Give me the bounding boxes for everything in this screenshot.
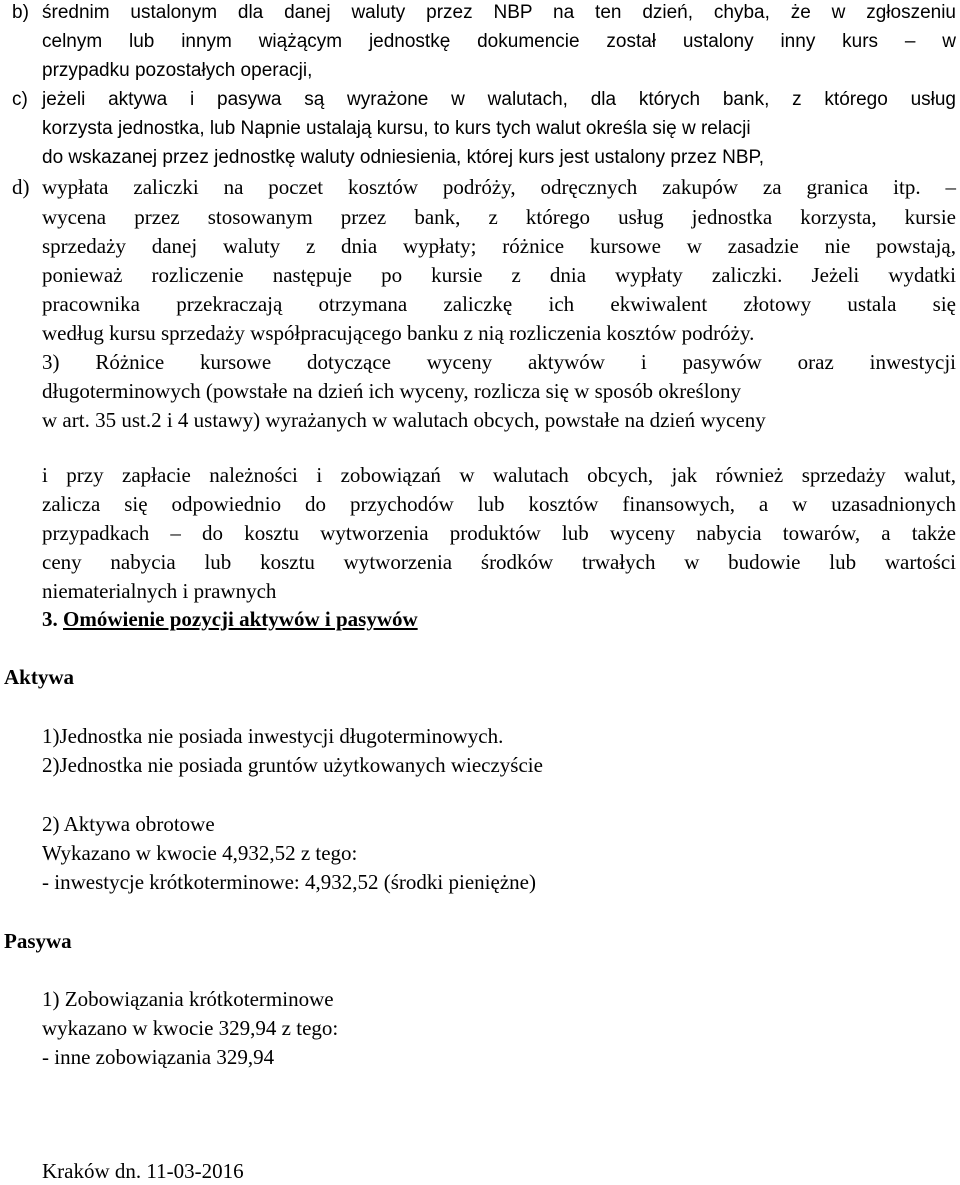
item-d-line-4: ponieważ rozliczenie następuje po kursie z dnia wypłaty zaliczki. Jeżeli wydatki bbox=[42, 263, 956, 287]
aktywa-line-2: 2)Jednostka nie posiada gruntów użytkowanych wieczyście bbox=[42, 753, 543, 777]
section-number: 3. bbox=[42, 607, 58, 631]
list-marker-b: b) bbox=[12, 2, 29, 23]
item-d-line-5: pracownika przekraczają otrzymana zaliczkę ich ekwiwalent złotowy ustala się bbox=[42, 292, 956, 316]
item-b-line-1: średnim ustalonym dla danej waluty przez NBP na ten dzień, chyba, że w zgłoszeniu bbox=[42, 2, 956, 23]
list-marker-c: c) bbox=[12, 89, 28, 110]
aktywa-line-1: 1)Jednostka nie posiada inwestycji długoterminowych. bbox=[42, 724, 504, 748]
aktywa-obrotowe-title: 2) Aktywa obrotowe bbox=[42, 812, 215, 836]
point-3-line-5: zalicza się odpowiednio do przychodów lub kosztów finansowych, a w uzasadnionych bbox=[42, 492, 956, 516]
item-c-line-1: jeżeli aktywa i pasywa są wyrażone w walutach, dla których bank, z którego usług bbox=[42, 89, 956, 110]
item-d-line-2: wycena przez stosowanym przez bank, z którego usług jednostka korzysta, kursie bbox=[42, 205, 956, 229]
aktywa-heading: Aktywa bbox=[4, 665, 75, 689]
point-3-line-2: długoterminowych (powstałe na dzień ich wyceny, rozlicza się w sposób określony bbox=[42, 379, 742, 403]
item-c-line-3: do wskazanej przez jednostkę waluty odniesienia, której kurs jest ustalony przez NBP, bbox=[42, 147, 765, 168]
point-3-line-8: niematerialnych i prawnych bbox=[42, 579, 277, 603]
item-d-line-6: według kursu sprzedaży współpracującego banku z nią rozliczenia kosztów podróży. bbox=[42, 321, 755, 345]
point-3-line-6: przypadkach – do kosztu wytworzenia produktów lub wyceny nabycia towarów, a także bbox=[42, 521, 956, 545]
section-title: Omówienie pozycji aktywów i pasywów bbox=[63, 607, 418, 631]
item-b-line-3: przypadku pozostałych operacji, bbox=[42, 60, 313, 81]
item-b-line-2: celnym lub innym wiążącym jednostkę dokumencie został ustalony inny kurs – w bbox=[42, 31, 956, 52]
list-marker-d: d) bbox=[12, 175, 30, 199]
item-c-line-2: korzysta jednostka, lub Napnie ustalają kursu, to kurs tych walut określa się w relacji bbox=[42, 118, 751, 139]
section-heading bbox=[42, 605, 418, 633]
pasywa-line-2: wykazano w kwocie 329,94 z tego: bbox=[42, 1016, 339, 1040]
point-3-line-1: 3) Różnice kursowe dotyczące wyceny aktywów i pasywów oraz inwestycji bbox=[42, 350, 956, 374]
aktywa-obrotowe-detail: - inwestycje krótkoterminowe: 4,932,52 (środki pieniężne) bbox=[42, 870, 536, 894]
place-date: Kraków dn. 11-03-2016 bbox=[42, 1159, 244, 1183]
pasywa-line-1: 1) Zobowiązania krótkoterminowe bbox=[42, 987, 334, 1011]
aktywa-obrotowe-amount: Wykazano w kwocie 4,932,52 z tego: bbox=[42, 841, 358, 865]
point-3-line-7: ceny nabycia lub kosztu wytworzenia środków trwałych w budowie lub wartości bbox=[42, 550, 956, 574]
item-d-line-3: sprzedaży danej waluty z dnia wypłaty; różnice kursowe w zasadzie nie powstają, bbox=[42, 234, 956, 258]
point-3-line-3: w art. 35 ust.2 i 4 ustawy) wyrażanych w walutach obcych, powstałe na dzień wyceny bbox=[42, 408, 766, 432]
item-d-line-1: wypłata zaliczki na poczet kosztów podróży, odręcznych zakupów za granica itp. – bbox=[42, 175, 956, 199]
point-3-line-4: i przy zapłacie należności i zobowiązań w walutach obcych, jak również sprzedaży walut, bbox=[42, 463, 956, 487]
pasywa-heading: Pasywa bbox=[4, 929, 72, 953]
pasywa-line-3: - inne zobowiązania 329,94 bbox=[42, 1045, 275, 1069]
